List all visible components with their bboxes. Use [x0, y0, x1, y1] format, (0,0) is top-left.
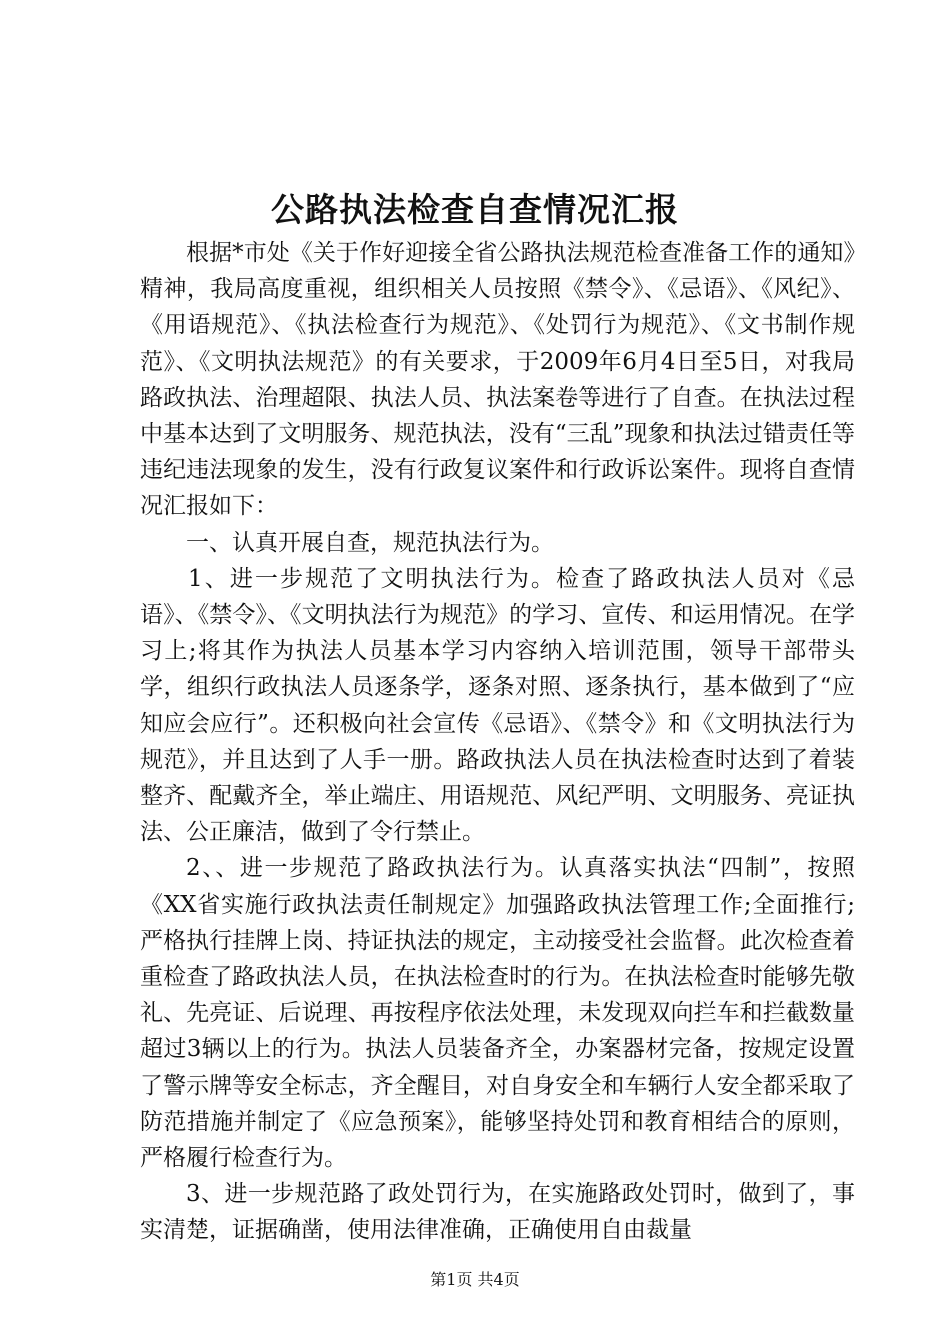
paragraph-item-2: 2、、进一步规范了路政执法行为。认真落实执法“四制”，按照《XX省实施行政执法责任制规定》加强路政执法管理工作;全面推行;严格执行挂牌上岗、持证执法的规定，主动接受社会监督。此次检查着重检查了路政执法人员，在执法检查时的行为。在执法检查时能够先敬礼、先亮证、后说理、再按程序依法处理，未发现双向拦车和拦截数量超过3辆以上的行为。执法人员装备齐全，办案器材完备，按规定设置了警示牌等安全标志，齐全醒目，对自身安全和车辆行人安全都采取了防范措施并制定了《应急预案》，能够坚持处罚和教育相结合的原则，严格履行检查行为。 [140, 855, 855, 1172]
document-body [140, 235, 855, 1249]
paragraph-intro: 根据*市处《关于作好迎接全省公路执法规范检查准备工作的通知》精神，我局高度重视，组织相关人员按照《禁令》、《忌语》、《风纪》、《用语规范》、《执法检查行为规范》、《处罚行为规范》、《文书制作规范》、《文明执法规范》的有关要求，于2009年6月4日至5日，对我局路政执法、治理超限、执法人员、执法案卷等进行了自查。在执法过程中基本达到了文明服务、规范执法，没有“三乱”现象和执法过错责任等违纪违法现象的发生，没有行政复议案件和行政诉讼案件。现将自查情况汇报如下： [140, 240, 855, 520]
document-title: 公路执法检查自查情况汇报 [271, 190, 679, 229]
paragraph-item-3: 3、进一步规范路了政处罚行为，在实施路政处罚时，做到了，事实清楚，证据确凿，使用法律准确，正确使用自由裁量 [140, 1181, 855, 1244]
paragraph-item-1: 1、进一步规范了文明执法行为。检查了路政执法人员对《忌语》、《禁令》、《文明执法行为规范》的学习、宣传、和运用情况。在学习上;将其作为执法人员基本学习内容纳入培训范围，领导干部带头学，组织行政执法人员逐条学，逐条对照、逐条执行，基本做到了“应知应会应行”。还积极向社会宣传《忌语》、《禁令》和《文明执法行为规范》，并且达到了人手一册。路政执法人员在执法检查时达到了着装整齐、配戴齐全，举止端庄、用语规范、风纪严明、文明服务、亮证执法、公正廉洁，做到了令行禁止。 [140, 565, 855, 846]
section-heading-1: 一、认真开展自查，规范执法行为。 [186, 529, 554, 556]
page-number-footer: 第1页 共4页 [430, 1270, 520, 1289]
